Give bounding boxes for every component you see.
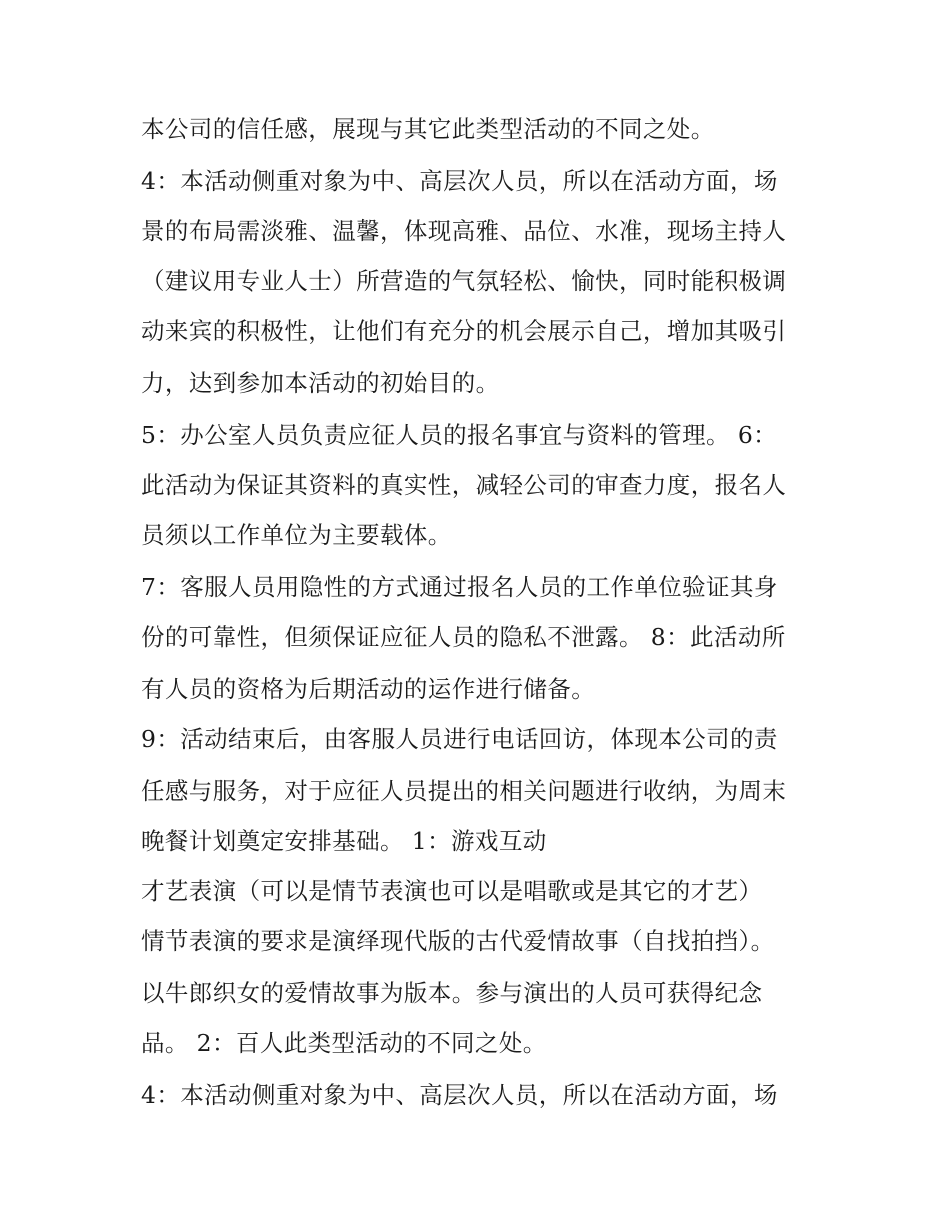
text-line: 此活动为保证其资料的真实性，减轻公司的审查力度，报名人 [141, 471, 787, 499]
text-line: 品。 2：百人此类型活动的不同之处。 [141, 1029, 547, 1057]
text-line: 情节表演的要求是演绎现代版的古代爱情故事（自找拍挡）。 [141, 927, 775, 955]
text-line: 份的可靠性，但须保证应征人员的隐私不泄露。 8：此活动所 [141, 623, 786, 651]
text-line: 景的布局需淡雅、温馨，体现高雅、品位、水准，现场主持人 [141, 217, 787, 245]
text-line: 动来宾的积极性，让他们有充分的机会展示自己，增加其吸引 [141, 317, 787, 345]
text-line: 5：办公室人员负责应征人员的报名事宜与资料的管理。 6： [141, 421, 778, 449]
text-line: 力，达到参加本活动的初始目的。 [141, 369, 500, 397]
text-line: 任感与服务，对于应征人员提出的相关问题进行收纳，为周末 [141, 777, 787, 805]
text-line: 有人员的资格为后期活动的运作进行储备。 [141, 675, 596, 703]
text-line: 7：客服人员用隐性的方式通过报名人员的工作单位验证其身 [141, 573, 778, 601]
text-line: 晚餐计划奠定安排基础。 1：游戏互动 [141, 827, 547, 855]
text-line: 才艺表演（可以是情节表演也可以是唱歌或是其它的才艺） [141, 877, 763, 905]
text-line: 员须以工作单位为主要载体。 [141, 521, 452, 549]
text-line: 以牛郎织女的爱情故事为版本。参与演出的人员可获得纪念 [141, 979, 763, 1007]
text-line: （建议用专业人士）所营造的气氛轻松、愉快，同时能积极调 [141, 267, 787, 295]
text-line: 9：活动结束后，由客服人员进行电话回访，体现本公司的责 [141, 725, 778, 753]
text-line: 4：本活动侧重对象为中、高层次人员，所以在活动方面，场 [141, 1081, 778, 1109]
text-line: 本公司的信任感，展现与其它此类型活动的不同之处。 [141, 115, 715, 143]
text-line: 4：本活动侧重对象为中、高层次人员，所以在活动方面，场 [141, 167, 778, 195]
